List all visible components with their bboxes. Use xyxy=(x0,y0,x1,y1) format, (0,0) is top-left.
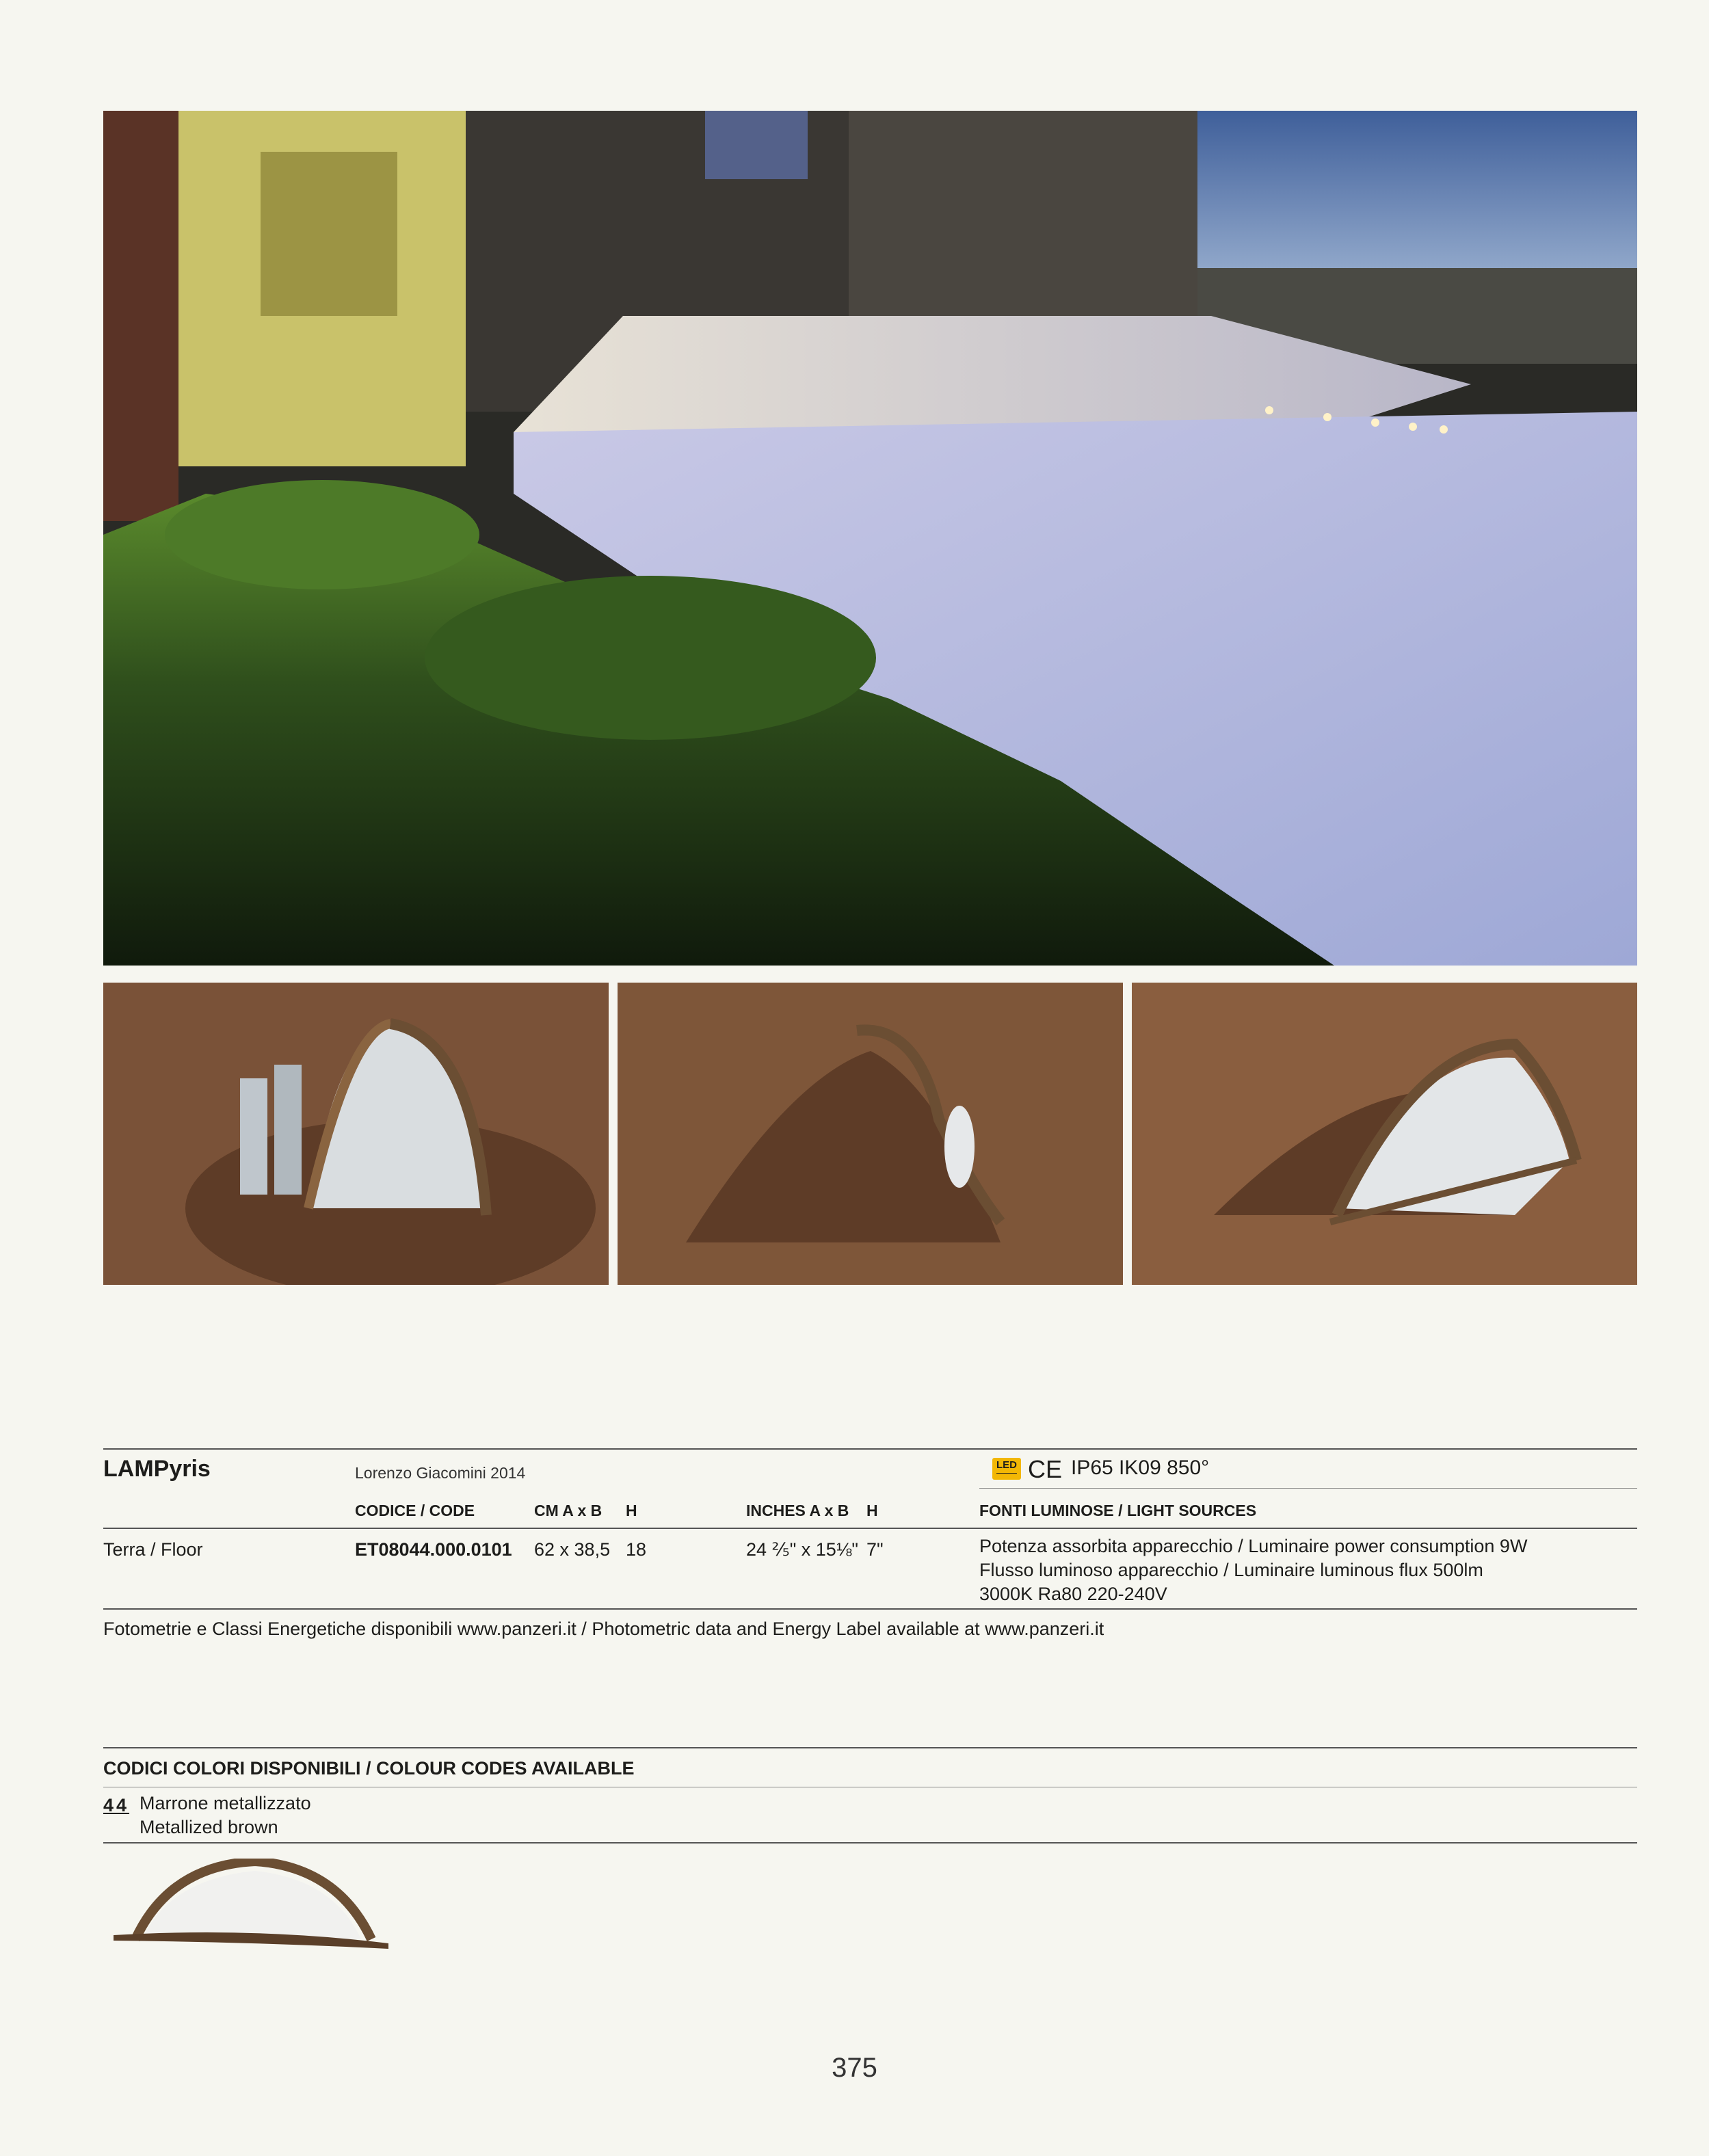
row-cm-ab: 62 x 38,5 xyxy=(534,1539,611,1560)
ce-mark-icon: CE xyxy=(1028,1455,1063,1483)
designer: Lorenzo Giacomini 2014 xyxy=(355,1464,526,1482)
row-in-ab: 24 ⅖" x 15⅛" xyxy=(746,1539,858,1560)
product-photo-exploded xyxy=(103,983,609,1285)
col-header-code: CODICE / CODE xyxy=(355,1502,475,1519)
product-photo-buried xyxy=(618,983,1123,1285)
colour-name-it: Marrone metallizzato xyxy=(140,1793,311,1813)
col-header-light-sources: FONTI LUMINOSE / LIGHT SOURCES xyxy=(979,1502,1257,1519)
cert-rule xyxy=(979,1488,1637,1489)
colour-top-rule xyxy=(103,1747,1637,1748)
colour-bottom-rule xyxy=(103,1842,1637,1844)
colour-name-en: Metallized brown xyxy=(140,1817,278,1837)
row-bottom-rule xyxy=(103,1608,1637,1610)
row-source-line-2: Flusso luminoso apparecchio / Luminaire luminous flux 500lm xyxy=(979,1560,1483,1580)
table-top-rule xyxy=(103,1448,1637,1450)
page-number: 375 xyxy=(832,2053,877,2083)
row-source-line-1: Potenza assorbita apparecchio / Luminaire power consumption 9W xyxy=(979,1536,1528,1556)
col-header-cm-h: H xyxy=(626,1502,637,1519)
colour-codes-heading: CODICI COLORI DISPONIBILI / COLOUR CODES AVAILABLE xyxy=(103,1758,635,1779)
header-rule xyxy=(103,1528,1637,1529)
photometric-note: Fotometrie e Classi Energetiche disponibili www.panzeri.it / Photometric data and Energy Label available at www.panzeri.it xyxy=(103,1619,1104,1639)
hero-photo xyxy=(103,111,1637,966)
col-header-cm: CM A x B xyxy=(534,1502,602,1519)
col-header-inches-h: H xyxy=(866,1502,878,1519)
row-source-line-3: 3000K Ra80 220-240V xyxy=(979,1584,1167,1604)
product-side-view-image xyxy=(108,1859,394,1954)
row-code: ET08044.000.0101 xyxy=(355,1539,512,1560)
product-title: LAMPyris xyxy=(103,1456,211,1482)
row-in-h: 7" xyxy=(866,1539,884,1560)
row-cm-h: 18 xyxy=(626,1539,647,1560)
col-header-inches: INCHES A x B xyxy=(746,1502,849,1519)
certifications: IP65 IK09 850° xyxy=(1071,1456,1210,1479)
row-type: Terra / Floor xyxy=(103,1539,203,1560)
colour-code: 44 xyxy=(103,1795,130,1815)
product-photo-installed xyxy=(1132,983,1637,1285)
led-icon: LED xyxy=(992,1458,1021,1480)
